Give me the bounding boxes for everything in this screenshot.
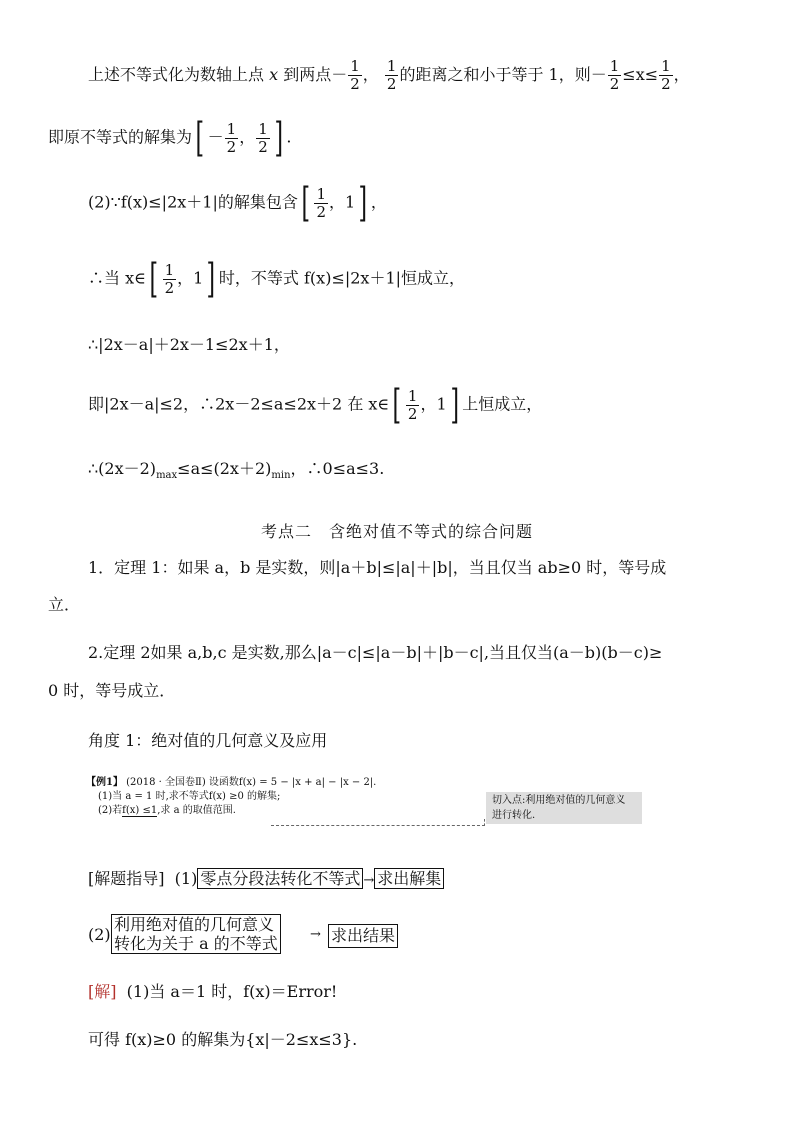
theorem-1-line-2: 立．	[48, 595, 81, 614]
guide-line-1: [解题指导] (1) 零点分段法转化不等式 → 求出解集	[88, 868, 444, 892]
theorem-2-line-1: 2.定理 2如果 a,b,c 是实数,那么|a－c|≤|a－b|＋|b－c|,当且仅当(a－b)(b－c)≥	[88, 643, 663, 662]
example-line-2: (1)当 a = 1 时,求不等式f(x) ≥0 的解集;	[98, 791, 281, 802]
example-tag: 【例1】	[86, 777, 123, 788]
example-line-1: 【例1】 (2018 · 全国卷Ⅱ) 设函数f(x) = 5 − |x + a| − |x − 2|.	[86, 777, 377, 788]
fraction: $\frac{1}{2}$	[258, 119, 268, 156]
fraction: $\frac{1}{2}$	[164, 260, 175, 297]
fraction: $\frac{1}{2}$	[226, 119, 237, 156]
text: 的距离之和小于等于 1，则－	[399, 65, 607, 84]
solution-tag: [解]	[88, 982, 117, 1001]
arrow-icon: →	[363, 873, 375, 888]
text: 上述不等式化为数轴上点	[88, 65, 265, 84]
solution-line-5: ∴|2x－a|＋2x－1≤2x＋1，	[88, 335, 290, 354]
theorem-2-line-2: 0 时，等号成立．	[48, 681, 176, 700]
fraction: $\frac{1}{2}$	[386, 57, 397, 93]
fraction: $\frac{1}{2}$	[661, 57, 671, 93]
solution-result: 可得 f(x)≥0 的解集为{x|－2≤x≤3}.	[88, 1030, 358, 1049]
arrow-icon: →	[310, 927, 321, 942]
flow-box-3: 利用绝对值的几何意义 转化为关于 a 的不等式	[111, 914, 281, 954]
solution-start: [解] (1)当 a＝1 时，f(x)＝Error!	[88, 982, 338, 1001]
fraction: $\frac{1}{2}$	[407, 386, 418, 423]
theorem-1-line-1: 1．定理 1：如果 a，b 是实数，则|a＋b|≤|a|＋|b|，当且仅当 ab≥0 时，等号成	[88, 558, 667, 577]
fraction: $\frac{1}{2}$	[609, 57, 620, 93]
guide-label: [解题指导]	[88, 869, 165, 888]
text: 到两点－	[283, 65, 348, 84]
example-line-3: (2)若f(x) ≤1,求 a 的取值范围.	[98, 805, 236, 816]
solution-line-1: 上述不等式化为数轴上点 x 到两点－ $\frac{1}{2}$ ， $\frac{1}{2}$ 的距离之和小于等于 1，则－ $\frac{1}{2}$ ≤x≤ $\frac{1}{2}$ ，	[88, 57, 690, 93]
variable: x	[269, 65, 279, 84]
solution-line-7: $\therefore(2x-2)_{max}\le a\le(2x+2)_{min}$，∴0≤a≤3.	[88, 459, 385, 481]
example-box	[86, 776, 646, 828]
hint-box: 切入点:利用绝对值的几何意义 进行转化.	[486, 792, 642, 824]
connector-line	[271, 819, 485, 826]
solution-line-3: (2)∵f(x)≤|2x＋1|的解集包含[ $\frac{1}{2}$ ，1] ，	[88, 180, 387, 226]
solution-line-4: ∴当 x∈[ $\frac{1}{2}$ ，1] 时，不等式 f(x)≤|2x＋1|恒成立，	[88, 256, 466, 302]
solution-line-2: 即原不等式的解集为[ － $\frac{1}{2}$ ， $\frac{1}{2}$ ] .	[48, 115, 292, 161]
solution-line-6: 即|2x－a|≤2，∴2x－2≤a≤2x＋2 在 x∈[ $\frac{1}{2}$ ，1] 上恒成立，	[88, 382, 543, 428]
flow-box-4: 求出结果	[328, 924, 398, 948]
fraction: $\frac{1}{2}$	[316, 184, 327, 221]
angle-heading: 角度 1：绝对值的几何意义及应用	[88, 731, 328, 750]
flow-box-1: 零点分段法转化不等式	[197, 868, 363, 889]
flow-box-2: 求出解集	[374, 868, 444, 889]
fraction: $\frac{1}{2}$	[350, 57, 360, 93]
section-heading: 考点二 含绝对值不等式的综合问题	[260, 522, 533, 541]
